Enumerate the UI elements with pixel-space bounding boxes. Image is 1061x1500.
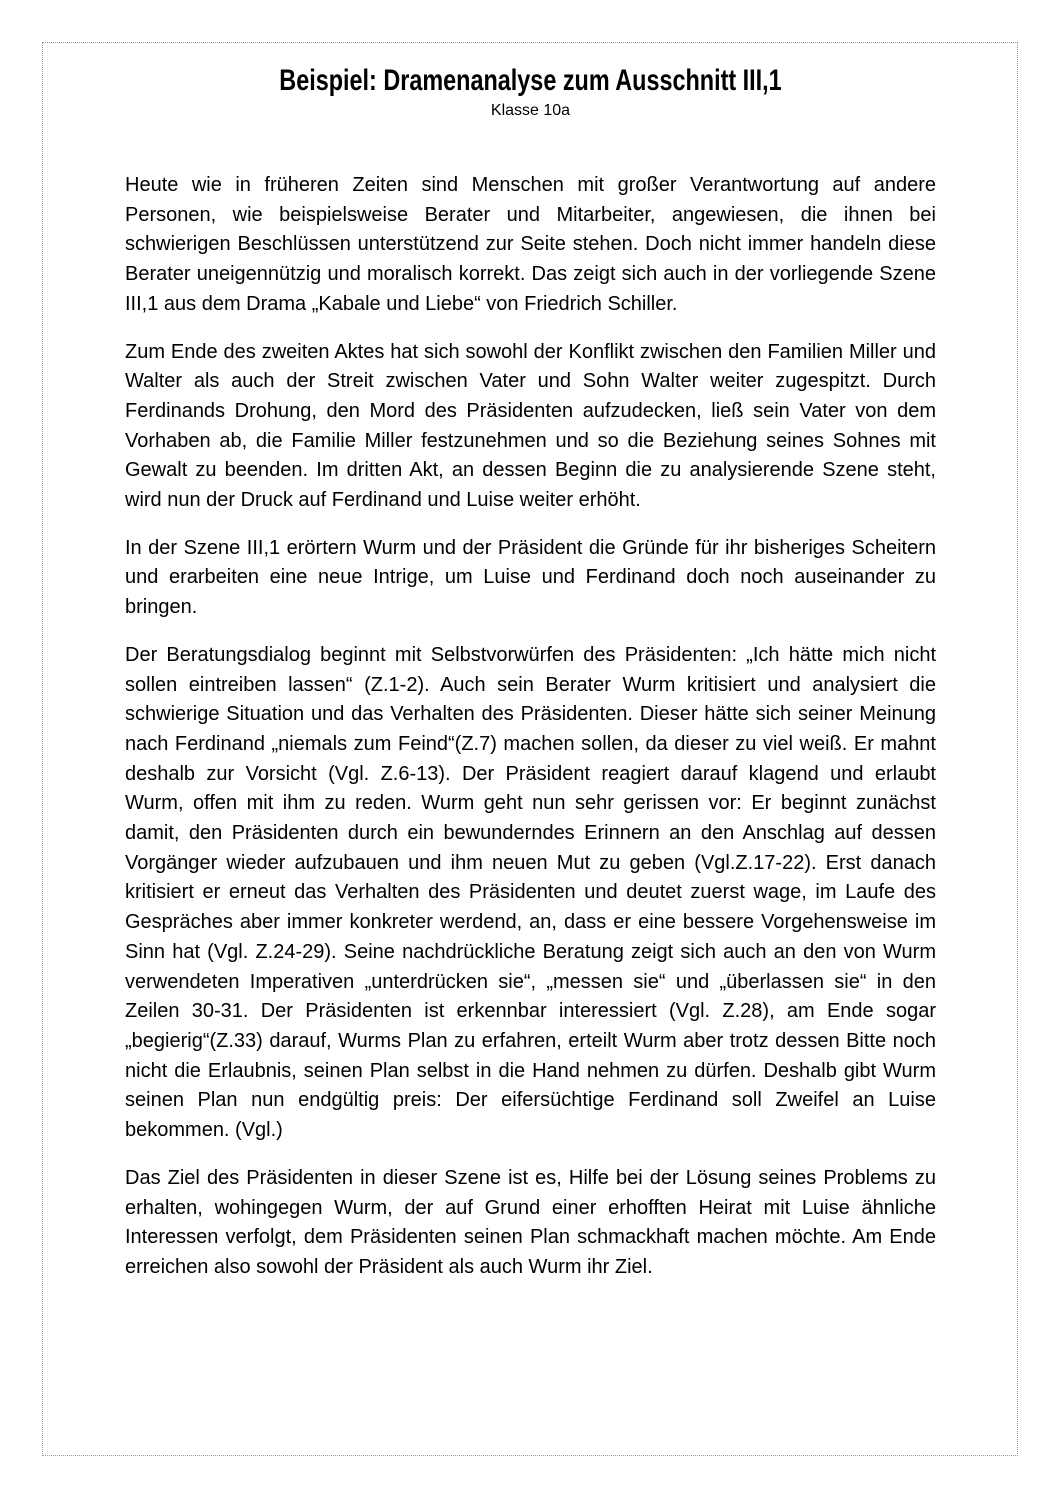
paragraph-introduction: Heute wie in früheren Zeiten sind Menschen mit großer Verantwortung auf andere Personen, wie beispielsweise Berater und Mitarbeiter, angewiesen, die ihnen bei schwierigen Beschlüssen unterstützend zur Seite stehen. Doch nicht immer handeln diese Berater uneigennützig und moralisch korrekt. Das zeigt sich auch in der vorliegende Szene III,1 aus dem Drama „Kabale und Liebe“ von Friedrich Schiller. [125, 174, 936, 315]
paragraph-analysis: Der Beratungsdialog beginnt mit Selbstvorwürfen des Präsidenten: „Ich hätte mich nicht sollen eintreiben lassen“ (Z.1-2). Auch sein Berater Wurm kritisiert und analysiert die schwierige Situation und das Verhalten des Präsidenten. Dieser hätte sich seiner Meinung nach Ferdinand „niemals zum Feind“(Z.7) machen sollen, da dieser zu viel weiß. Er mahnt deshalb zur Vorsicht (Vgl. Z.6-13). Der Präsident reagiert darauf klagend und erlaubt Wurm, offen mit ihm zu reden. Wurm geht nun sehr gerissen vor: Er beginnt zunächst damit, den Präsidenten durch ein bewunderndes Erinnern an den Anschlag auf dessen Vorgänger wieder aufzubauen und ihm neuen Mut zu geben (Vgl.Z.17-22). Erst danach kritisiert er erneut das Verhalten des Präsidenten und deutet zuerst wage, im Laufe des Gespräches aber immer konkreter werdend, an, dass er eine bessere Vorgehensweise im Sinn hat (Vgl. Z.24-29). Seine nachdrückliche Beratung zeigt sich auch an den von Wurm verwendeten Imperativen „unterdrücken sie“, „messen sie“ und „überlassen sie“ in den Zeilen 30-31. Der Präsidenten ist erkennbar interessiert (Vgl. Z.28), am Ende sogar „begierig“(Z.33) darauf, Wurms Plan zu erfahren, erteilt Wurm aber trotz dessen Bitte noch nicht die Erlaubnis, seinen Plan selbst in die Hand nehmen zu dürfen. Deshalb gibt Wurm seinen Plan nun endgültig preis: Der eifersüchtige Ferdinand soll Zweifel an Luise bekommen. (Vgl.) [125, 643, 936, 1142]
paragraph-conclusion: Das Ziel des Präsidenten in dieser Szene ist es, Hilfe bei der Lösung seines Problems zu erhalten, wohingegen Wurm, der auf Grund einer erhofften Heirat mit Luise ähnliche Interessen verfolgt, dem Präsidenten seinen Plan schmackhaft machen möchte. Am Ende erreichen also sowohl der Präsident als auch Wurm ihr Ziel. [125, 1166, 936, 1278]
paragraph-context: Zum Ende des zweiten Aktes hat sich sowohl der Konflikt zwischen den Familien Miller und Walter als auch der Streit zwischen Vater und Sohn Walter weiter zugespitzt. Durch Ferdinands Drohung, den Mord des Präsidenten aufzudecken, ließ sein Vater von dem Vorhaben ab, die Familie Miller festzunehmen und so die Beziehung seines Sohnes mit Gewalt zu beenden. Im dritten Akt, an dessen Beginn die zu analysierende Szene steht, wird nun der Druck auf Ferdinand und Luise weiter erhöht. [125, 340, 936, 512]
paragraph-scene-summary: In der Szene III,1 erörtern Wurm und der Präsident die Gründe für ihr bisheriges Scheitern und erarbeiten eine neue Intrige, um Luise und Ferdinand doch noch auseinander zu bringen. [125, 536, 936, 619]
page-subtitle: Klasse 10a [490, 102, 571, 119]
document-page [42, 42, 1018, 1456]
page-title: Beispiel: Dramenanalyse zum Ausschnitt III,1 [279, 64, 782, 97]
document-content [43, 43, 1017, 1455]
